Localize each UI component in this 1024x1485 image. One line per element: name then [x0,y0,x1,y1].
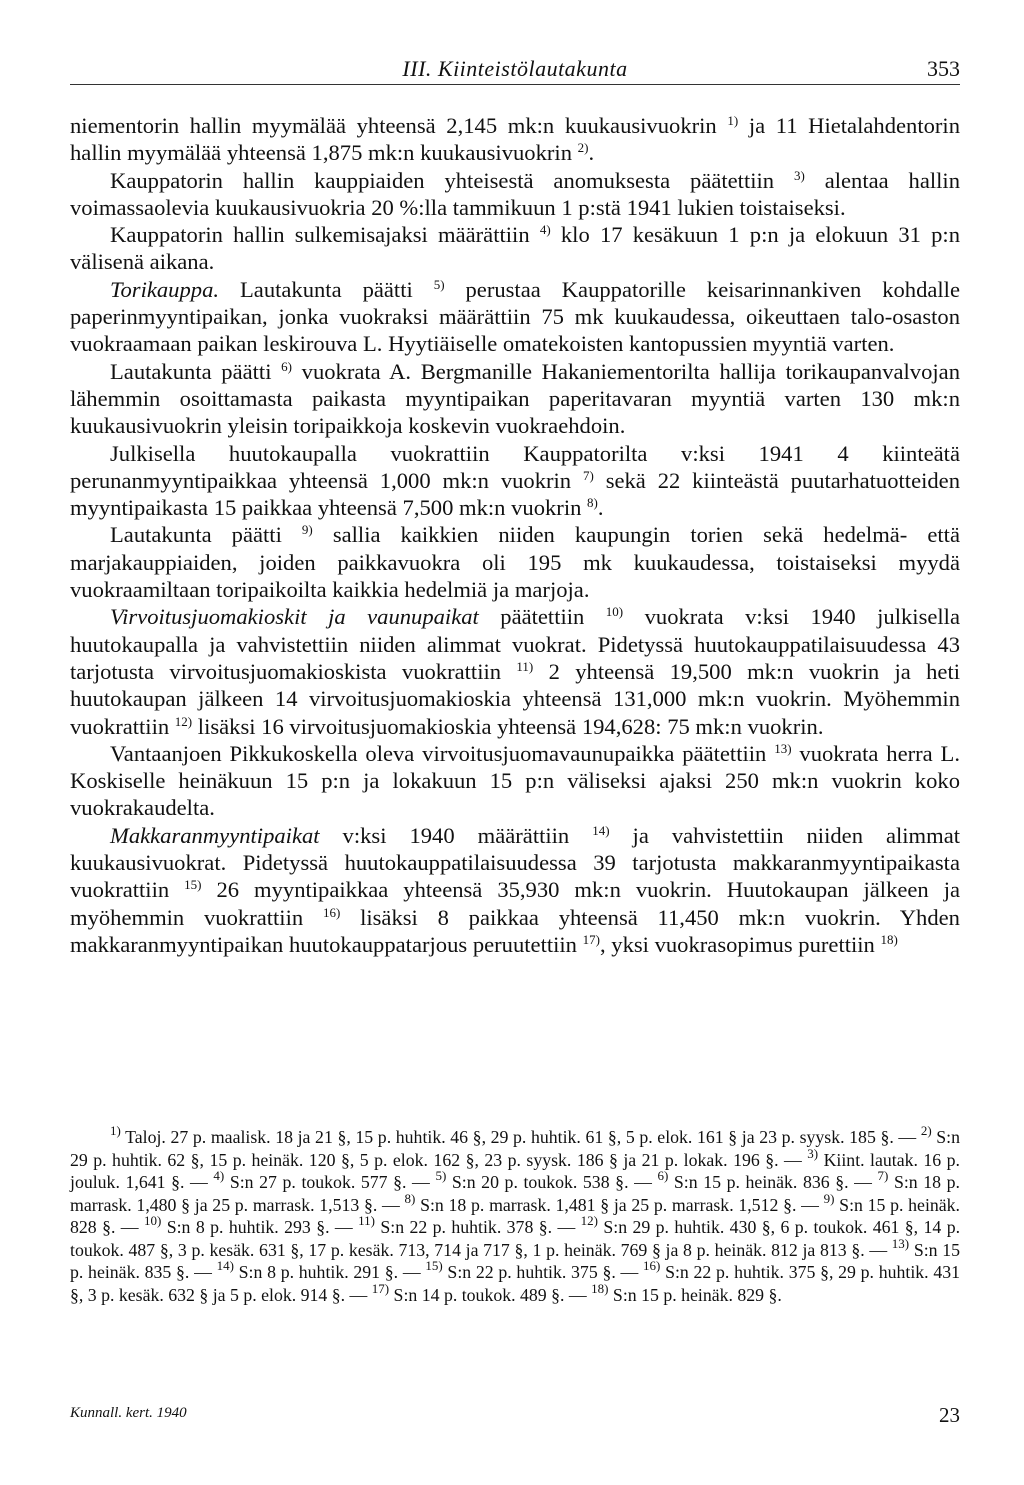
footnote-ref: 9) [301,522,313,538]
text-run: S:n 14 p. toukok. 489 §. — [389,1284,592,1305]
footnote-ref: 17) [371,1280,390,1296]
text-run: Lautakunta päätti [110,522,302,548]
footnote-ref: 12) [580,1213,598,1228]
text-run: alentaa hallin voimassaolevia kuukausivuokria 20 %:lla tammikuun 1 p:stä 1941 lukien toistaiseksi. [70,167,960,220]
text-run: S:n 22 p. huhtik. 378 §. — [374,1217,581,1237]
text-run: S:n 27 p. toukok. 577 §. — [224,1172,436,1192]
text-run: S:n 15 p. heinäk. 836 §. — [668,1172,878,1192]
footnote-ref: 7) [877,1168,889,1183]
section-heading-inline: Virvoitusjuomakioskit ja vaunupaikat [110,604,479,630]
section-heading-inline: Torikauppa. [110,276,220,302]
paragraph [70,167,960,222]
footnote-ref: 10) [605,604,624,620]
footnote-ref: 13) [891,1235,910,1251]
text-run: lisäksi 16 virvoitusjuomakioskia yhteensä 194,628: 75 mk:n vuokrin. [192,713,824,739]
text-run: ja 11 Hietalahdentorin hallin myymälää yhteensä 1,875 mk:n kuukausivuokrin [70,113,960,166]
text-run: Julkisella huutokaupalla vuokrattiin Kauppatorilta v:ksi 1941 4 kiinteätä perunanmyyntipaikkaa yhteensä 1,000 mk:n vuokrin [70,440,960,493]
footnote-ref: 12) [174,713,193,729]
footnote-ref: 8) [404,1190,416,1206]
footnote-ref: 14) [592,822,610,838]
text-run: Kauppatorin hallin kauppiaiden yhteisestä anomuksesta päätettiin [110,167,794,193]
footnote-ref: 16) [322,904,341,920]
footnote-ref: 16) [643,1258,661,1273]
footnote-ref: 2) [577,140,589,156]
text-run: vuokrata herra L. Koskiselle heinäkuun 15 p:n ja lokakuun 15 p:n väliseksi ajaksi 250 mk:n vuokrin koko vuokrakaudelta. [70,740,960,821]
paragraph [70,521,960,603]
text-run: vuokrata v:ksi 1940 julkisella huutokaupalla ja vahvistettiin niiden alimmat vuokrat. Pidetyssä huutokauppatilaisuudessa 43 tarjotusta virvoitusjuomakioskista vuokrattiin [70,604,960,684]
text-run: Vantaanjoen Pikkukoskella oleva virvoitusjuomavaunupaikka päätettiin [110,740,775,766]
text-run: S:n 20 p. toukok. 538 §. — [446,1172,658,1192]
text-run: S:n 15 p. heinäk. 829 §. [608,1284,782,1305]
text-run: vuokrata A. Bergmanille Hakaniementorilta hallija torikaupanvalvojan lähemmin osoittamasta paikasta myyntipaikan paperitavaran myyntiä varten 130 mk:n kuukausivuokrin yleisin toripaikkoja koskevin vuokraehdoin. [70,358,960,439]
footnote-ref: 4) [213,1168,225,1183]
page-number: 353 [927,56,960,81]
text-run: , yksi vuokrasopimus purettiin [599,931,881,957]
text-run: lisäksi 8 paikkaa yhteensä 11,450 mk:n vuokrin. Yhden makkaranmyyntipaikan huutokauppatarjous peruutettiin [70,904,960,957]
section-heading-inline: Makkaranmyyntipaikat [110,822,320,848]
text-run: . [588,140,595,166]
footnote-ref: 10) [143,1213,162,1228]
footnote-ref: 15) [425,1258,443,1273]
text-run: S:n 8 p. huhtik. 293 §. — [161,1217,359,1237]
text-run: päätettiin [478,604,606,630]
footnote-ref: 15) [184,877,202,893]
text-run: Lautakunta päätti [110,358,282,384]
footnote-ref: 5) [433,276,445,292]
text-run: sekä 22 kiinteästä puutarhatuotteiden myyntipaikasta 15 paikkaa yhteensä 7,500 mk:n vuokrin [70,467,961,521]
footnote-ref: 1) [110,1123,121,1138]
text-run: ja vahvistettiin niiden alimmat kuukausivuokrat. Pidetyssä huutokauppatilaisuudessa 39 tarjotusta makkaranmyyntipaikasta vuokrattiin [70,822,961,903]
text-run: S:n 15 p. heinäk. 828 §. — [70,1194,961,1237]
text-run: S:n 22 p. huhtik. 375 §. — [442,1262,644,1282]
text-run: 2 yhteensä 19,500 mk:n vuokrin ja heti huutokaupan jälkeen 14 virvoitusjuomakioskia yhteensä 131,000 mk:n vuokrin. Myöhemmin vuokrattiin [70,658,961,739]
paragraph [70,112,960,167]
footnote-ref: 11) [358,1213,375,1228]
footnote-ref: 13) [774,740,792,756]
paragraph [70,276,960,358]
text-run: . [597,495,604,521]
paragraph [70,440,960,522]
paragraph [70,358,960,440]
footnote-ref: 5) [435,1168,447,1183]
text-run: Taloj. 27 p. maalisk. 18 ja 21 §, 15 p. huhtik. 46 §, 29 p. huhtik. 61 §, 5 p. elok. 161 § ja 23 p. syysk. 185 §. — [120,1127,921,1147]
footnote-ref: 6) [281,358,292,374]
page-footer [70,1403,960,1429]
footnote-ref: 18) [591,1280,609,1296]
header-rule [70,84,960,85]
footnote-ref: 18) [880,931,898,947]
footnote-ref: 7) [582,467,594,483]
text-run: S:n 15 p. heinäk. 835 §. — [70,1239,960,1282]
footnote-ref: 4) [539,222,551,238]
footnote-ref: 3) [793,167,805,183]
body-text [70,112,960,958]
text-run: sallia kaikkien niiden kaupungin torien sekä hedelmä- että marjakauppiaiden, joiden paikkavuokra oli 195 mk kuukaudessa, toistaiseksi myydä vuokraamiltaan toripaikoilta kaikkia hedelmiä ja marjoja. [70,522,960,603]
footnote-ref: 6) [657,1168,669,1183]
text-run: Kiint. lautak. 16 p. jouluk. 1,641 §. — [70,1149,960,1192]
footnote-ref: 8) [587,495,598,511]
text-run: S:n 22 p. huhtik. 375 §, 29 p. huhtik. 431 §, 3 p. kesäk. 632 § ja 5 p. elok. 914 §. — [70,1262,961,1305]
footnote-ref: 11) [516,658,534,674]
paragraph [70,603,960,739]
paragraph [70,221,960,276]
text-run: Lautakunta päätti [219,276,434,302]
footnote-ref: 2) [920,1123,932,1138]
text-run: S:n 29 p. huhtik. 430 §, 6 p. toukok. 461 §, 14 p. toukok. 487 §, 3 p. kesäk. 631 §, 17 p. kesäk. 713, 714 ja 717 §, 1 p. heinäk. 769 § ja 8 p. heinäk. 812 ja 813 §. — [70,1217,961,1260]
footnote-ref: 17) [582,931,600,947]
running-head: III. Kiinteistölautakunta [402,56,628,81]
paragraph [70,740,960,822]
footnote-block [70,1123,961,1306]
paragraph [70,822,960,958]
footnote-ref: 3) [807,1145,819,1161]
text-run: S:n 18 p. marrask. 1,480 § ja 25 p. marrask. 1,513 §. — [70,1172,961,1215]
text-run: S:n 18 p. marrask. 1,481 § ja 25 p. marrask. 1,512 §. — [415,1194,824,1215]
text-run: S:n 29 p. huhtik. 62 §, 15 p. heinäk. 120 §, 5 p. elok. 162 §, 23 p. syysk. 186 § ja 21 p. lokak. 196 §. — [70,1127,960,1170]
text-run: klo 17 kesäkuun 1 p:n ja elokuun 31 p:n välisenä aikana. [70,222,960,275]
footer-sheet-number: 23 [939,1403,960,1427]
text-run: v:ksi 1940 määrättiin [319,822,593,848]
footnote-ref: 9) [823,1190,835,1206]
footnote-ref: 1) [727,113,739,128]
text-run: niementorin hallin myymälää yhteensä 2,145 mk:n kuukausivuokrin [70,113,728,138]
text-run: S:n 8 p. huhtik. 291 §. — [233,1262,426,1282]
footnote-ref: 14) [216,1258,234,1273]
page-header [70,56,960,86]
text-run: Kauppatorin hallin sulkemisajaksi määrättiin [110,222,540,248]
text-run: 26 myyntipaikkaa yhteensä 35,930 mk:n vuokrin. Huutokaupan jälkeen ja myöhemmin vuokrattiin [70,877,961,930]
footer-signature: Kunnall. kert. 1940 [70,1405,187,1421]
footnotes [70,1123,961,1306]
text-run: perustaa Kauppatorille keisarinnankiven kohdalle paperinmyyntipaikan, jonka vuokraksi määrättiin 75 mk kuukaudessa, oikeuttaen talo-osaston vuokraamaan paikan leskirouva L. Hyytiäiselle omatekoisten kantopussien myyntiä varten. [70,276,960,357]
